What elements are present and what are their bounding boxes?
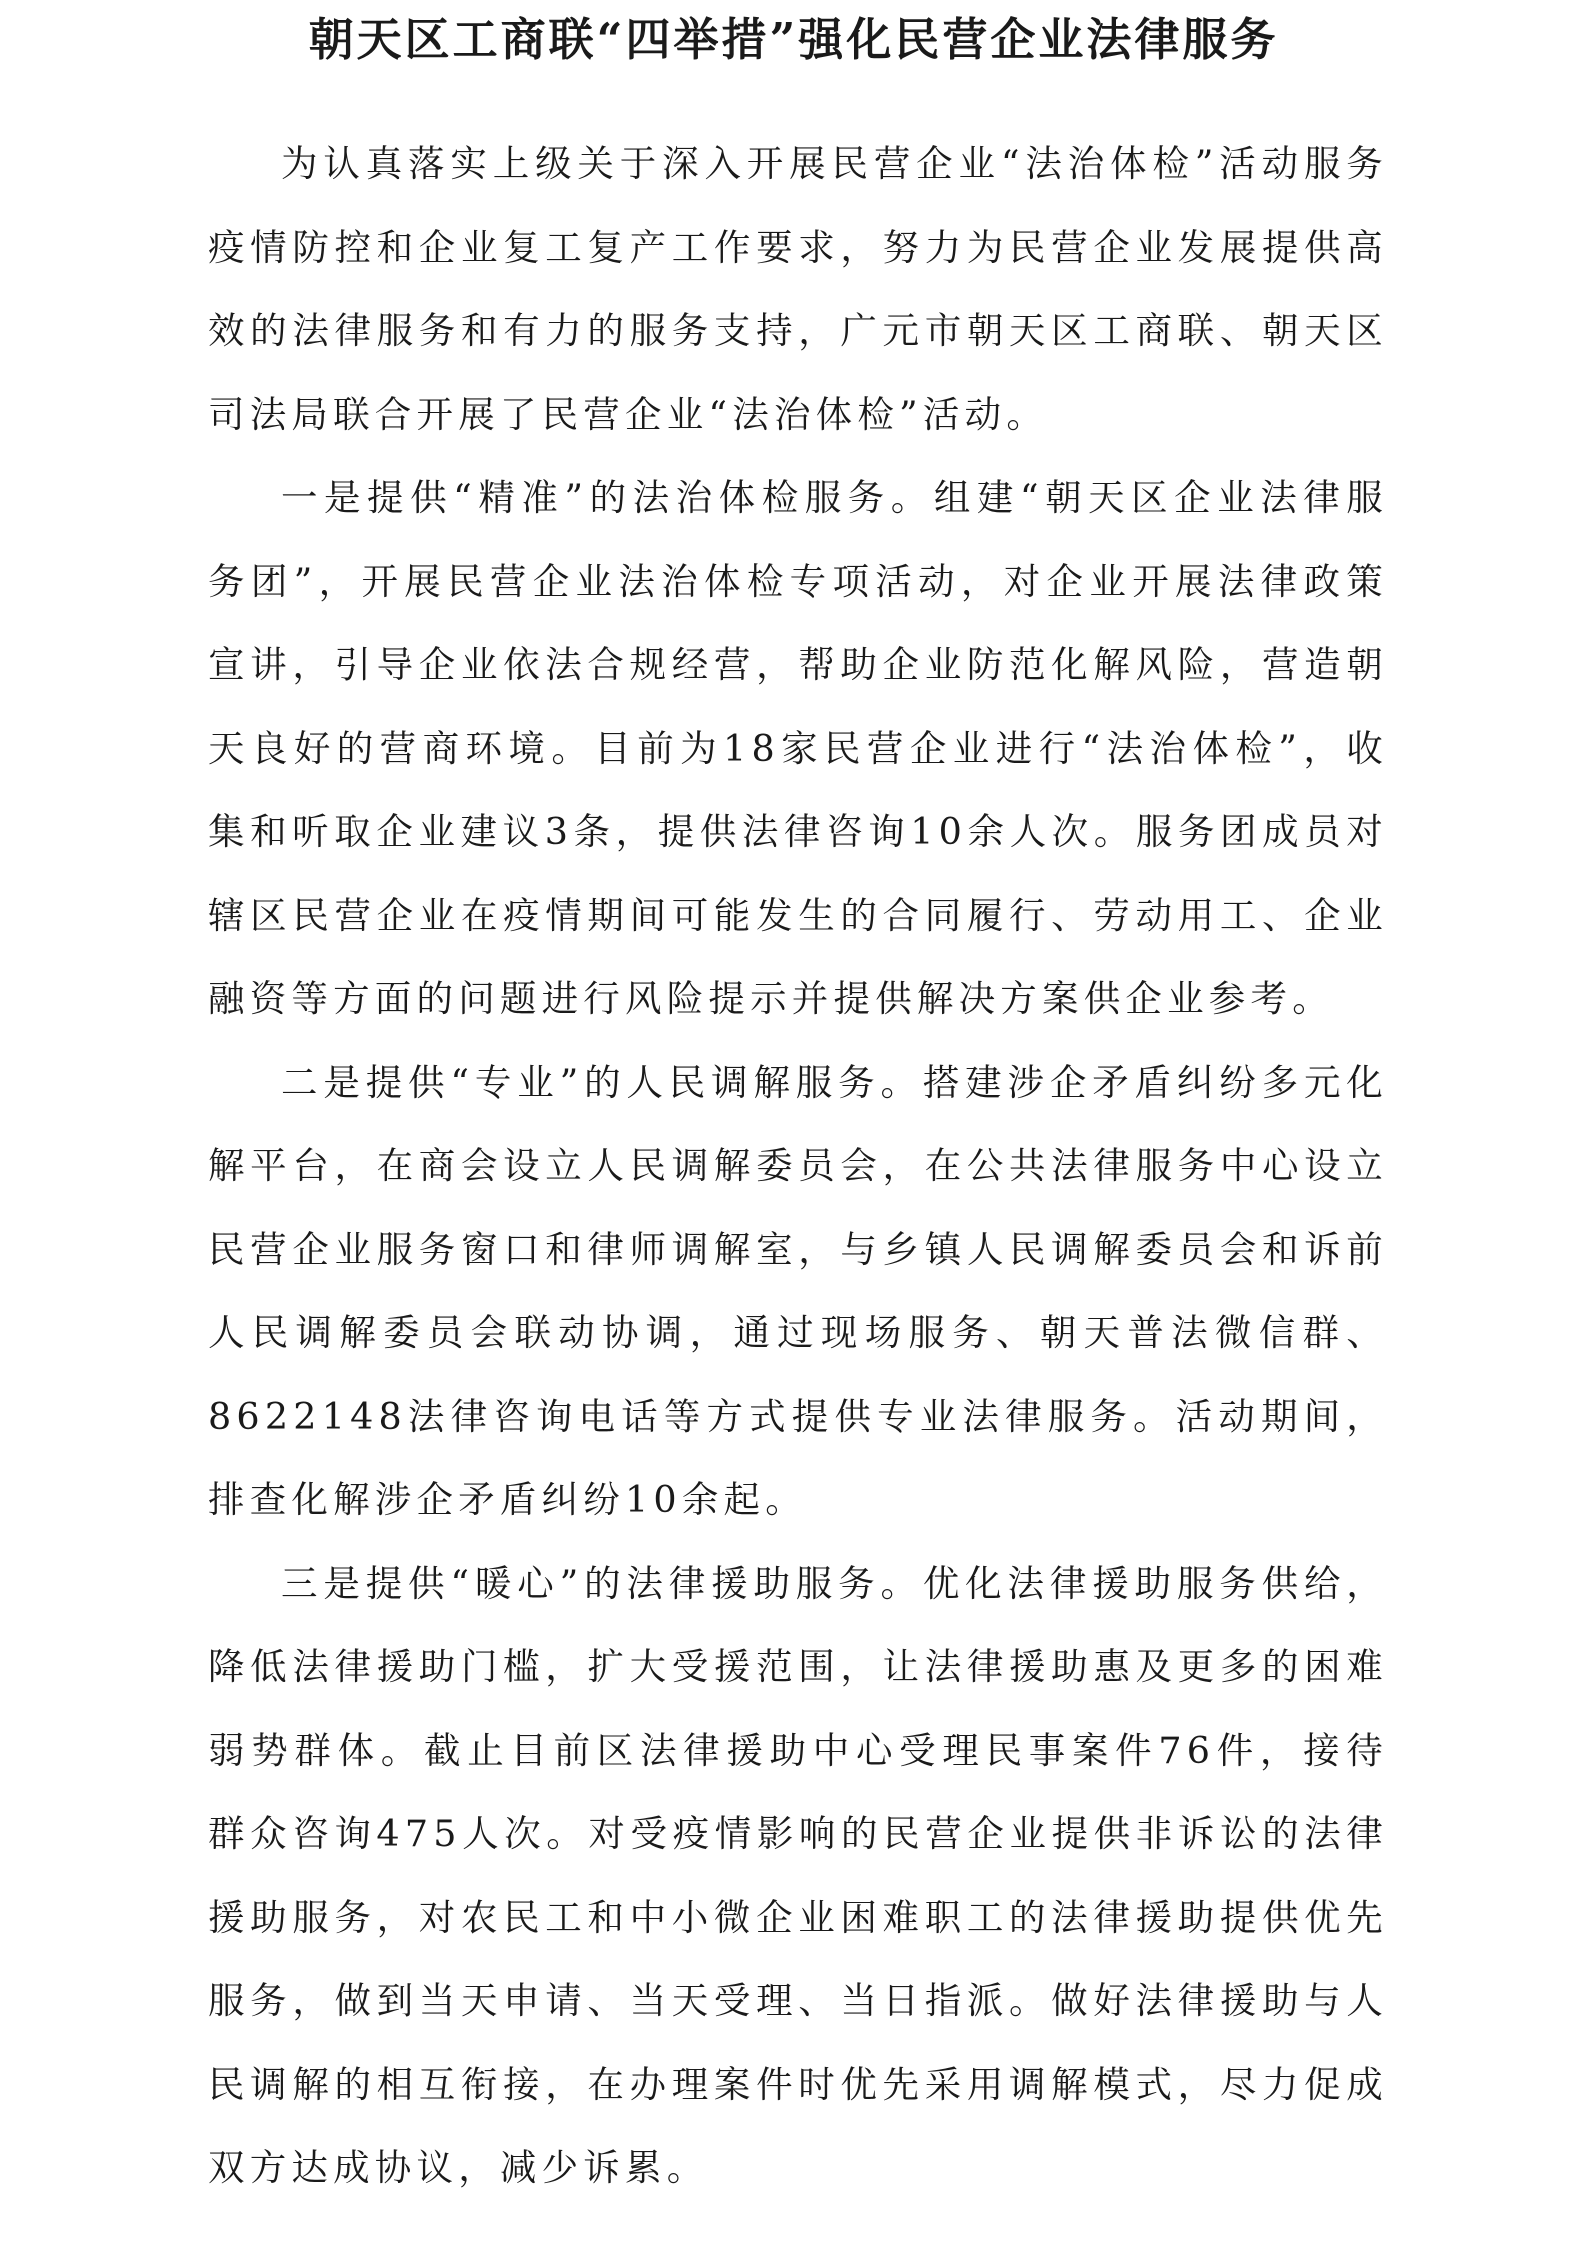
paragraph-measure-2: 二是提供“专业”的人民调解服务。搭建涉企矛盾纠纷多元化解平台，在商会设立人民调解委员会，在公共法律服务中心设立民营企业服务窗口和律师调解室，与乡镇人民调解委员会和诉前人民调解委员会联动协调，通过现场服务、朝天普法微信群、8622148法律咨询电话等方式提供专业法律服务。活动期间，排查化解涉企矛盾纠纷10余起。 bbox=[208, 1060, 1388, 1521]
document-title: 朝天区工商联“四举措”强化民营企业法律服务 bbox=[308, 13, 1279, 66]
paragraph-measure-3: 三是提供“暖心”的法律援助服务。优化法律援助服务供给，降低法律援助门槛，扩大受援范围，让法律援助惠及更多的困难弱势群体。截止目前区法律援助中心受理民事案件76件，接待群众咨询475人次。对受疫情影响的民营企业提供非诉讼的法律援助服务，对农民工和中小微企业困难职工的法律援助提供优先服务，做到当天申请、当天受理、当日指派。做好法律援助与人民调解的相互衔接，在办理案件时优先采用调解模式，尽力促成双方达成协议，减少诉累。 bbox=[208, 1561, 1388, 2189]
paragraph-intro: 为认真落实上级关于深入开展民营企业“法治体检”活动服务疫情防控和企业复工复产工作要求，努力为民营企业发展提供高效的法律服务和有力的服务支持，广元市朝天区工商联、朝天区司法局联合开展了民营企业“法治体检”活动。 bbox=[208, 142, 1388, 436]
document-body bbox=[208, 122, 1388, 2210]
paragraph-measure-1: 一是提供“精准”的法治体检服务。组建“朝天区企业法律服务团”，开展民营企业法治体检专项活动，对企业开展法律政策宣讲，引导企业依法合规经营，帮助企业防范化解风险，营造朝天良好的营商环境。目前为18家民营企业进行“法治体检”，收集和听取企业建议3条，提供法律咨询10余人次。服务团成员对辖区民营企业在疫情期间可能发生的合同履行、劳动用工、企业融资等方面的问题进行风险提示并提供解决方案供企业参考。 bbox=[208, 476, 1388, 1020]
